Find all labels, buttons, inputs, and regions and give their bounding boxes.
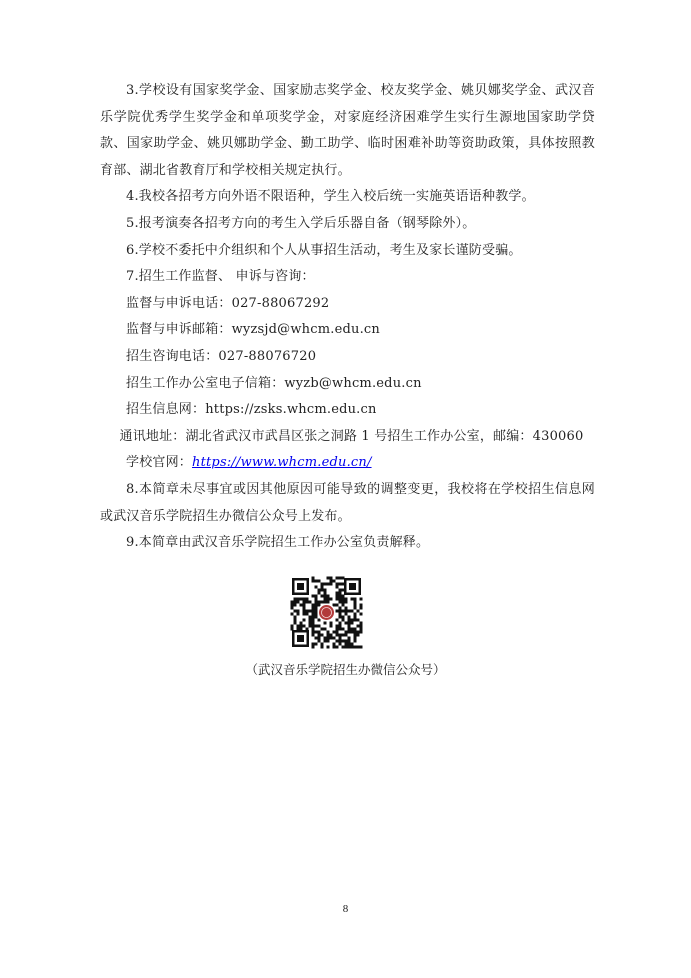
wechat-qr-code: [289, 575, 364, 650]
page-number: 8: [342, 903, 349, 915]
supervision-phone: 监督与申诉电话：027-88067292: [126, 295, 330, 311]
mailing-address: 通讯地址：湖北省武汉市武昌区张之洞路 1 号招生工作办公室，邮编：430060: [119, 428, 584, 444]
paragraph-adjustments: 8.本简章未尽事宜或因其他原因可能导致的调整变更，我校将在学校招生信息网或武汉音乐学院招生办微信公众号上发布。: [100, 481, 595, 524]
official-site-link[interactable]: https://www.whcm.edu.cn/: [192, 455, 372, 471]
info-site: 招生信息网：https://zsks.whcm.edu.cn: [126, 402, 377, 418]
body-text: [100, 78, 595, 557]
paragraph-anti-fraud: 6.学校不委托中介组织和个人从事招生活动，考生及家长谨防受骗。: [126, 242, 522, 258]
paragraph-interpretation: 9.本简章由武汉音乐学院招生工作办公室负责解释。: [126, 535, 430, 551]
paragraph-supervision-heading: 7.招生工作监督、 申诉与咨询：: [126, 269, 315, 285]
official-site: [100, 450, 595, 477]
qr-code-graphic: [289, 575, 364, 650]
paragraph-scholarships: 3.学校设有国家奖学金、国家励志奖学金、校友奖学金、姚贝娜奖学金、武汉音乐学院优秀学生奖学金和单项奖学金，对家庭经济困难学生实行生源地国家助学贷款、国家助学金、姚贝娜助学金、勤工助学、临时困难补助等资助政策，具体按照教育部、湖北省教育厅和学校相关规定执行。: [100, 83, 595, 178]
office-email: 招生工作办公室电子信箱：wyzb@whcm.edu.cn: [126, 375, 422, 391]
official-site-label: 学校官网：: [126, 455, 193, 471]
qr-caption: （武汉音乐学院招生办微信公众号）: [245, 662, 446, 677]
paragraph-foreign-language: 4.我校各招考方向外语不限语种，学生入校后统一实施英语语种教学。: [126, 189, 535, 205]
consult-phone: 招生咨询电话：027-88076720: [126, 348, 317, 364]
paragraph-instruments: 5.报考演奏各招考方向的考生入学后乐器自备（钢琴除外）。: [126, 215, 476, 231]
supervision-email: 监督与申诉邮箱：wyzsjd@whcm.edu.cn: [126, 322, 380, 338]
